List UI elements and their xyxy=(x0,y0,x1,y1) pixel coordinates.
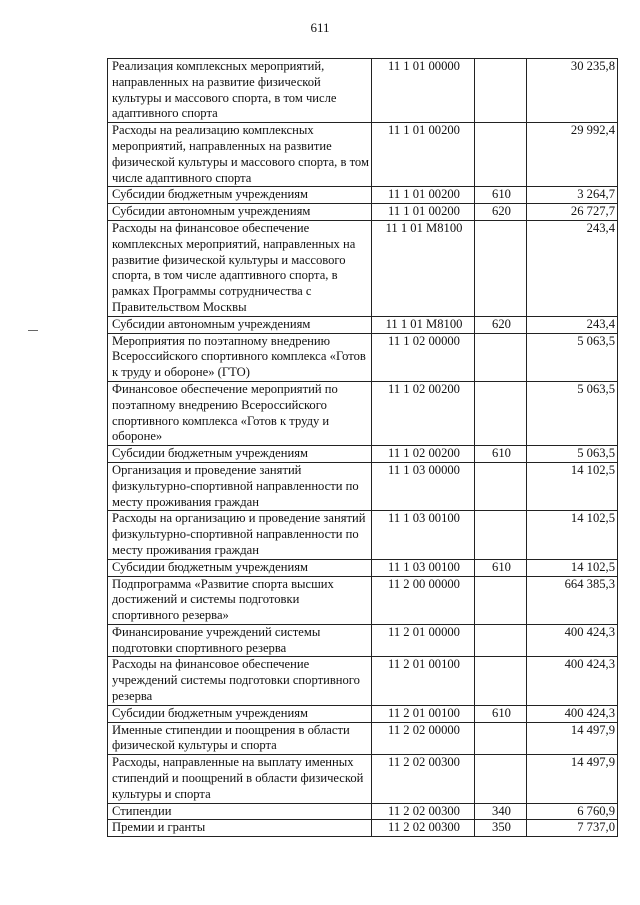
row-type xyxy=(475,123,527,187)
row-amount: 14 102,5 xyxy=(527,511,618,559)
table-row xyxy=(108,722,618,755)
row-code: 11 2 01 00000 xyxy=(372,624,475,657)
row-name: Расходы на финансовое обеспечение комплексных мероприятий, направленных на развитие физической культуры и массового спорта, в том числе адаптивного спорта, в рамках Программы сотрудничества с Правительством Москвы xyxy=(108,220,372,316)
row-amount: 243,4 xyxy=(527,220,618,316)
row-code: 11 1 01 00200 xyxy=(372,204,475,221)
row-name: Расходы на организацию и проведение занятий физкультурно-спортивной направленности по месту проживания граждан xyxy=(108,511,372,559)
row-code: 11 2 00 00000 xyxy=(372,576,475,624)
row-type xyxy=(475,59,527,123)
budget-table xyxy=(107,58,618,837)
row-code: 11 2 01 00100 xyxy=(372,657,475,705)
row-type: 610 xyxy=(475,446,527,463)
row-code: 11 1 03 00100 xyxy=(372,559,475,576)
row-amount: 5 063,5 xyxy=(527,333,618,381)
row-name: Субсидии автономным учреждениям xyxy=(108,316,372,333)
row-name: Расходы, направленные на выплату именных стипендий и поощрений в области физической культуры и спорта xyxy=(108,755,372,803)
row-code: 11 1 01 00200 xyxy=(372,123,475,187)
table-row xyxy=(108,333,618,381)
budget-table-body xyxy=(108,59,618,837)
table-row xyxy=(108,204,618,221)
row-name: Финансовое обеспечение мероприятий по поэтапному внедрению Всероссийского спортивного комплекса «Готов к труду и обороне» xyxy=(108,381,372,445)
row-code: 11 2 02 00300 xyxy=(372,755,475,803)
row-code: 11 2 02 00300 xyxy=(372,820,475,837)
table-row xyxy=(108,381,618,445)
row-amount: 14 102,5 xyxy=(527,559,618,576)
row-amount: 3 264,7 xyxy=(527,187,618,204)
row-amount: 6 760,9 xyxy=(527,803,618,820)
table-row xyxy=(108,511,618,559)
table-row xyxy=(108,576,618,624)
row-type xyxy=(475,624,527,657)
row-type xyxy=(475,576,527,624)
row-type xyxy=(475,722,527,755)
row-code: 11 1 02 00000 xyxy=(372,333,475,381)
row-code: 11 1 01 М8100 xyxy=(372,220,475,316)
row-code: 11 2 02 00000 xyxy=(372,722,475,755)
row-amount: 400 424,3 xyxy=(527,657,618,705)
row-amount: 5 063,5 xyxy=(527,446,618,463)
table-row xyxy=(108,705,618,722)
row-type xyxy=(475,755,527,803)
row-amount: 5 063,5 xyxy=(527,381,618,445)
row-type xyxy=(475,511,527,559)
row-name: Субсидии бюджетным учреждениям xyxy=(108,187,372,204)
table-row xyxy=(108,755,618,803)
row-amount: 30 235,8 xyxy=(527,59,618,123)
row-amount: 400 424,3 xyxy=(527,624,618,657)
row-amount: 7 737,0 xyxy=(527,820,618,837)
row-name: Именные стипендии и поощрения в области физической культуры и спорта xyxy=(108,722,372,755)
row-name: Субсидии автономным учреждениям xyxy=(108,204,372,221)
row-name: Организация и проведение занятий физкультурно-спортивной направленности по месту проживания граждан xyxy=(108,462,372,510)
row-name: Расходы на реализацию комплексных мероприятий, направленных на развитие физической культуры и массового спорта, в том числе адаптивного спорта xyxy=(108,123,372,187)
table-row xyxy=(108,59,618,123)
row-code: 11 1 03 00100 xyxy=(372,511,475,559)
row-name: Мероприятия по поэтапному внедрению Всероссийского спортивного комплекса «Готов к труду и обороне» (ГТО) xyxy=(108,333,372,381)
row-code: 11 1 02 00200 xyxy=(372,446,475,463)
row-type: 610 xyxy=(475,559,527,576)
row-amount: 664 385,3 xyxy=(527,576,618,624)
table-row xyxy=(108,657,618,705)
row-amount: 14 102,5 xyxy=(527,462,618,510)
margin-mark xyxy=(28,330,38,331)
row-type xyxy=(475,220,527,316)
table-row xyxy=(108,123,618,187)
row-type: 610 xyxy=(475,705,527,722)
row-name: Субсидии бюджетным учреждениям xyxy=(108,705,372,722)
row-name: Финансирование учреждений системы подготовки спортивного резерва xyxy=(108,624,372,657)
row-code: 11 2 01 00100 xyxy=(372,705,475,722)
row-type: 350 xyxy=(475,820,527,837)
row-code: 11 1 01 М8100 xyxy=(372,316,475,333)
table-row xyxy=(108,446,618,463)
row-amount: 14 497,9 xyxy=(527,722,618,755)
row-amount: 400 424,3 xyxy=(527,705,618,722)
page-number: 611 xyxy=(310,20,330,35)
row-type xyxy=(475,333,527,381)
row-type xyxy=(475,381,527,445)
table-row xyxy=(108,316,618,333)
row-code: 11 1 01 00200 xyxy=(372,187,475,204)
row-amount: 243,4 xyxy=(527,316,618,333)
row-amount: 29 992,4 xyxy=(527,123,618,187)
row-type: 620 xyxy=(475,204,527,221)
row-name: Субсидии бюджетным учреждениям xyxy=(108,559,372,576)
row-name: Стипендии xyxy=(108,803,372,820)
row-name: Реализация комплексных мероприятий, направленных на развитие физической культуры и массового спорта, в том числе адаптивного спорта xyxy=(108,59,372,123)
row-name: Подпрограмма «Развитие спорта высших достижений и системы подготовки спортивного резерва» xyxy=(108,576,372,624)
table-row xyxy=(108,559,618,576)
table-row xyxy=(108,462,618,510)
table-row xyxy=(108,220,618,316)
table-row xyxy=(108,187,618,204)
row-code: 11 2 02 00300 xyxy=(372,803,475,820)
row-type: 620 xyxy=(475,316,527,333)
row-amount: 14 497,9 xyxy=(527,755,618,803)
row-code: 11 1 02 00200 xyxy=(372,381,475,445)
row-name: Расходы на финансовое обеспечение учреждений системы подготовки спортивного резерва xyxy=(108,657,372,705)
table-row xyxy=(108,820,618,837)
table-row xyxy=(108,624,618,657)
row-code: 11 1 01 00000 xyxy=(372,59,475,123)
table-row xyxy=(108,803,618,820)
row-amount: 26 727,7 xyxy=(527,204,618,221)
row-type xyxy=(475,462,527,510)
row-type xyxy=(475,657,527,705)
row-name: Премии и гранты xyxy=(108,820,372,837)
row-type: 610 xyxy=(475,187,527,204)
row-name: Субсидии бюджетным учреждениям xyxy=(108,446,372,463)
row-type: 340 xyxy=(475,803,527,820)
row-code: 11 1 03 00000 xyxy=(372,462,475,510)
